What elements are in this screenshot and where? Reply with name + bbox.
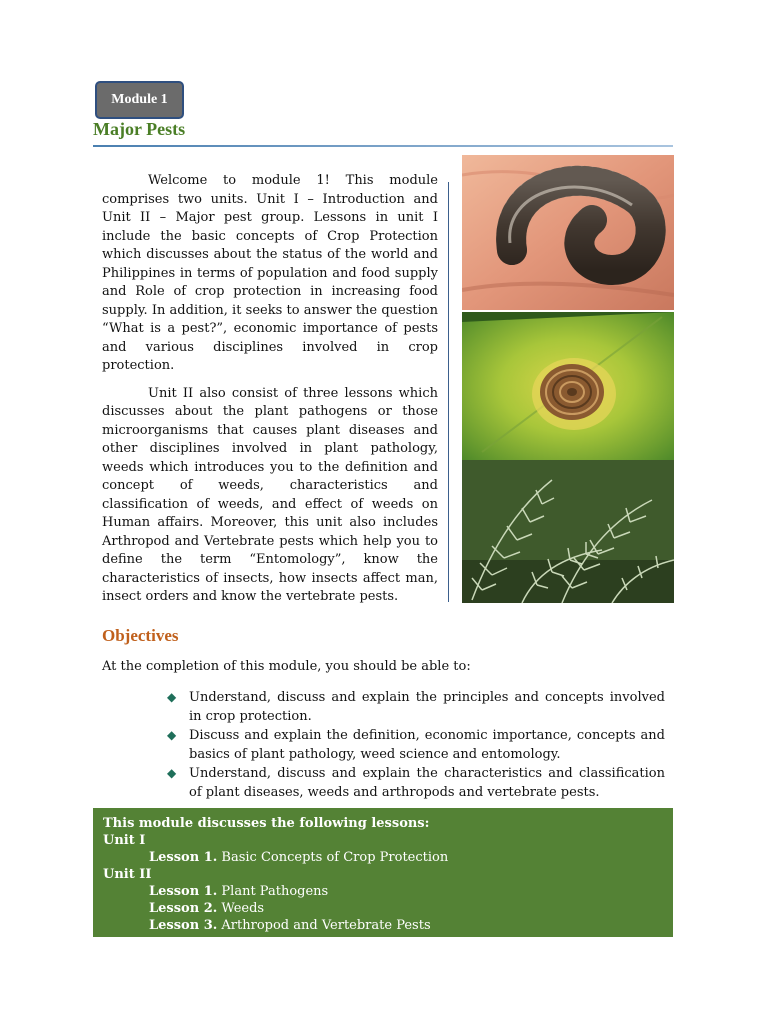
list-item: ◆ Understand, discuss and explain the characteristics and classification of plant diseases, weeds and arthropods and vertebrate pests. bbox=[167, 766, 665, 800]
objectives-heading: Objectives bbox=[102, 626, 179, 645]
objectives-list bbox=[167, 688, 665, 802]
list-item: ◆ Understand, discuss and explain the principles and concepts involved in crop protection. bbox=[167, 690, 665, 724]
column-divider bbox=[448, 182, 449, 602]
intro-paragraph-1: Welcome to module 1! This module comprises two units. Unit I – Introduction and Unit II – Major pest group. Lessons in unit I include the basic concepts of Crop Protection which discusses about the status of the world and Philippines in terms of population and food supply and Role of crop protection in increasing food supply. In addition, it seeks to answer the question “What is a pest?”, economic importance of pests and various disciplines involved in crop protection. bbox=[102, 173, 438, 373]
unit-1-label: Unit I bbox=[103, 833, 146, 848]
lessons-heading: This module discusses the following lessons: bbox=[103, 816, 430, 831]
lesson-item: Lesson 1. Basic Concepts of Crop Protection bbox=[149, 850, 449, 865]
module-badge bbox=[95, 81, 184, 119]
lesson-item: Lesson 2. Weeds bbox=[149, 901, 265, 916]
diamond-bullet-icon: ◆ bbox=[167, 766, 177, 780]
list-item: ◆ Discuss and explain the definition, economic importance, concepts and basics of plant pathology, weed science and entomology. bbox=[167, 728, 665, 762]
title-divider bbox=[93, 145, 673, 147]
lessons-box bbox=[93, 808, 673, 937]
leaf-disease-photo bbox=[462, 312, 674, 460]
intro-paragraph-2: Unit II also consist of three lessons which discusses about the plant pathogens or those microorganisms that causes plant diseases and other disciplines involved in plant pathology, weeds which introduces you to the definition and concept of weeds, characteristics and classification of weeds, and effect of weeds on Human affairs. Moreover, this unit also includes Arthropod and Vertebrate pests which help you to define the term “Entomology”, know the characteristics of insects, how insects affect man, insect orders and know the vertebrate pests. bbox=[102, 385, 438, 604]
diamond-bullet-icon: ◆ bbox=[167, 728, 177, 742]
module-label: Module 1 bbox=[111, 92, 168, 107]
page-title: Major Pests bbox=[93, 119, 186, 139]
objectives-intro: At the completion of this module, you should be able to: bbox=[102, 659, 471, 674]
diamond-bullet-icon: ◆ bbox=[167, 690, 177, 704]
unit-2-label: Unit II bbox=[103, 867, 152, 882]
lesson-item: Lesson 1. Plant Pathogens bbox=[149, 884, 329, 899]
caterpillar-photo bbox=[462, 155, 674, 310]
fern-weeds-photo bbox=[462, 460, 674, 603]
lesson-item: Lesson 3. Arthropod and Vertebrate Pests bbox=[149, 918, 431, 933]
intro-text bbox=[102, 172, 438, 616]
